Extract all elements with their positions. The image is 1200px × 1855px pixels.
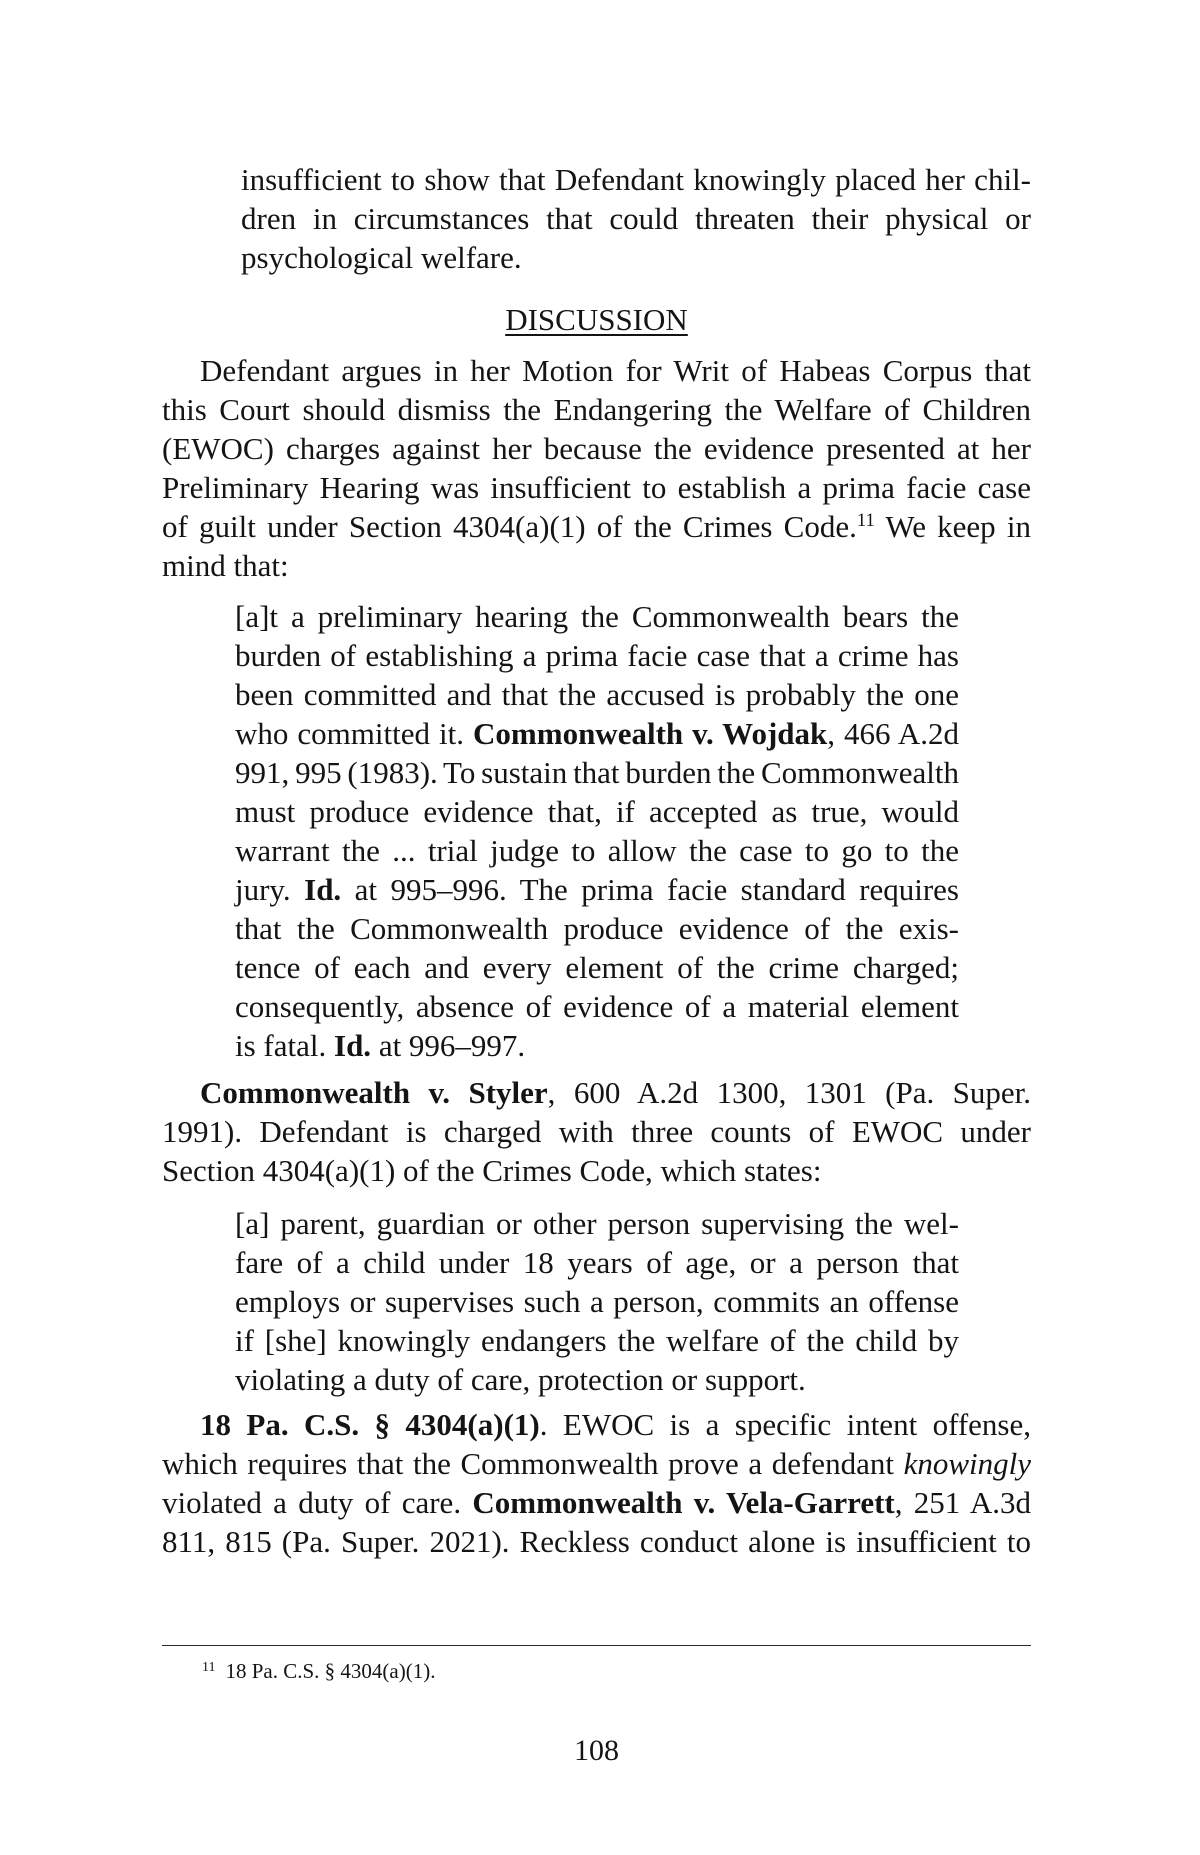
text-line bbox=[235, 831, 959, 870]
text-run: which requires that the Commonwealth prove a defendant bbox=[162, 1446, 904, 1481]
text-line bbox=[241, 160, 1031, 199]
text-line bbox=[235, 1204, 959, 1243]
text-run: , 600 A.2d 1300, 1301 (Pa. Super. bbox=[547, 1075, 1031, 1110]
text-line bbox=[162, 1405, 1031, 1444]
text-run: if [she] knowingly endangers the welfare of the child by bbox=[235, 1323, 959, 1358]
text-run: We keep in bbox=[874, 509, 1031, 544]
text-line bbox=[162, 1073, 1031, 1112]
text-run: tence of each and every element of the crime charged; bbox=[235, 950, 959, 985]
text-run: burden of establishing a prima facie case that a crime has bbox=[235, 638, 959, 673]
bold-citation: 18 Pa. C.S. § 4304(a)(1) bbox=[200, 1407, 540, 1442]
paragraph-specific-intent bbox=[162, 1405, 1031, 1561]
text-run: dren in circumstances that could threaten their physical or bbox=[241, 201, 1031, 236]
text-line bbox=[235, 909, 959, 948]
text-line bbox=[241, 199, 1031, 238]
text-run: Section 4304(a)(1) of the Crimes Code, which states: bbox=[162, 1153, 822, 1188]
bold-citation: Commonwealth v. Styler bbox=[200, 1075, 548, 1110]
text-run: [a]t a preliminary hearing the Commonwealth bears the bbox=[235, 599, 959, 634]
text-run: jury. bbox=[235, 872, 305, 907]
text-line bbox=[162, 1112, 1031, 1151]
text-line bbox=[235, 948, 959, 987]
text-line bbox=[162, 507, 1031, 546]
text-run: fare of a child under 18 years of age, or a person that bbox=[235, 1245, 959, 1280]
text-line bbox=[162, 1151, 1031, 1190]
footnote-marker: 11 bbox=[202, 1660, 216, 1675]
text-run: 811, 815 (Pa. Super. 2021). Reckless conduct alone is insufficient to bbox=[162, 1524, 1031, 1559]
text-line bbox=[235, 870, 959, 909]
text-run: (EWOC) charges against her because the evidence presented at her bbox=[162, 431, 1031, 466]
footnote-text: 18 Pa. C.S. § 4304(a)(1). bbox=[225, 1659, 436, 1683]
section-heading bbox=[162, 300, 1031, 339]
text-run: at 995–996. The prima facie standard requires bbox=[341, 872, 959, 907]
text-line bbox=[162, 390, 1031, 429]
block-quote-wojdak bbox=[235, 597, 959, 1065]
paragraph-styler-citation bbox=[162, 1073, 1031, 1190]
text-line bbox=[162, 429, 1031, 468]
text-run: been committed and that the accused is probably the one bbox=[235, 677, 959, 712]
text-run: Preliminary Hearing was insufficient to establish a prima facie case bbox=[162, 470, 1031, 505]
text-run: that the Commonwealth produce evidence of the exis- bbox=[235, 911, 959, 946]
text-run: [a] parent, guardian or other person supervising the wel- bbox=[235, 1206, 959, 1241]
text-run: mind that: bbox=[162, 548, 289, 583]
text-run: consequently, absence of evidence of a material element bbox=[235, 989, 959, 1024]
text-run: violated a duty of care. bbox=[162, 1485, 473, 1520]
text-run: . EWOC is a specific intent offense, bbox=[539, 1407, 1032, 1442]
text-line bbox=[241, 238, 1031, 277]
text-run: must produce evidence that, if accepted as true, would bbox=[235, 794, 959, 829]
text-run: 991, 995 (1983). To sustain that burden the Commonwealth bbox=[235, 755, 959, 790]
text-run: employs or supervises such a person, commits an offense bbox=[235, 1284, 959, 1319]
text-line bbox=[235, 1282, 959, 1321]
paragraph-argument bbox=[162, 351, 1031, 585]
bold-citation: Commonwealth v. Vela-Garrett bbox=[472, 1485, 895, 1520]
text-line bbox=[235, 1243, 959, 1282]
text-run: at 996–997. bbox=[371, 1028, 526, 1063]
text-run: insufficient to show that Defendant knowingly placed her chil- bbox=[241, 162, 1031, 197]
text-run: violating a duty of care, protection or support. bbox=[235, 1362, 806, 1397]
text-line bbox=[162, 1522, 1031, 1561]
text-line bbox=[162, 1444, 1031, 1483]
page-number: 108 bbox=[574, 1734, 619, 1767]
text-line bbox=[235, 753, 959, 792]
text-run: Defendant argues in her Motion for Writ of Habeas Corpus that bbox=[200, 353, 1031, 388]
text-run: is fatal. bbox=[235, 1028, 334, 1063]
block-quote-statute bbox=[235, 1204, 959, 1399]
emphasis-text: knowingly bbox=[903, 1446, 1031, 1481]
text-line bbox=[235, 636, 959, 675]
text-line bbox=[162, 351, 1031, 390]
text-run: , 466 A.2d bbox=[827, 716, 959, 751]
footnote-reference: 11 bbox=[856, 509, 875, 531]
footnote-rule bbox=[162, 1645, 1031, 1646]
bold-citation: Commonwealth v. Wojdak bbox=[473, 716, 828, 751]
text-run: psychological welfare. bbox=[241, 240, 522, 275]
text-line bbox=[235, 987, 959, 1026]
text-line bbox=[235, 714, 959, 753]
text-line bbox=[235, 597, 959, 636]
bold-citation: Id. bbox=[304, 872, 342, 907]
text-line bbox=[235, 792, 959, 831]
text-line bbox=[235, 1321, 959, 1360]
text-line bbox=[235, 1026, 959, 1065]
text-line bbox=[162, 546, 1031, 585]
footnote bbox=[202, 1657, 435, 1685]
text-run: , 251 A.3d bbox=[894, 1485, 1031, 1520]
text-line bbox=[162, 1483, 1031, 1522]
section-heading-text: DISCUSSION bbox=[505, 302, 688, 337]
text-run: of guilt under Section 4304(a)(1) of the Crimes Code. bbox=[162, 509, 857, 544]
bold-citation: Id. bbox=[334, 1028, 372, 1063]
text-run: 1991). Defendant is charged with three counts of EWOC under bbox=[162, 1114, 1031, 1149]
text-line bbox=[235, 1360, 959, 1399]
text-run: this Court should dismiss the Endangering the Welfare of Children bbox=[162, 392, 1031, 427]
text-run: warrant the ... trial judge to allow the case to go to the bbox=[235, 833, 959, 868]
text-run: who committed it. bbox=[235, 716, 474, 751]
text-line bbox=[162, 468, 1031, 507]
paragraph-continuation bbox=[241, 160, 1031, 277]
text-line bbox=[235, 675, 959, 714]
